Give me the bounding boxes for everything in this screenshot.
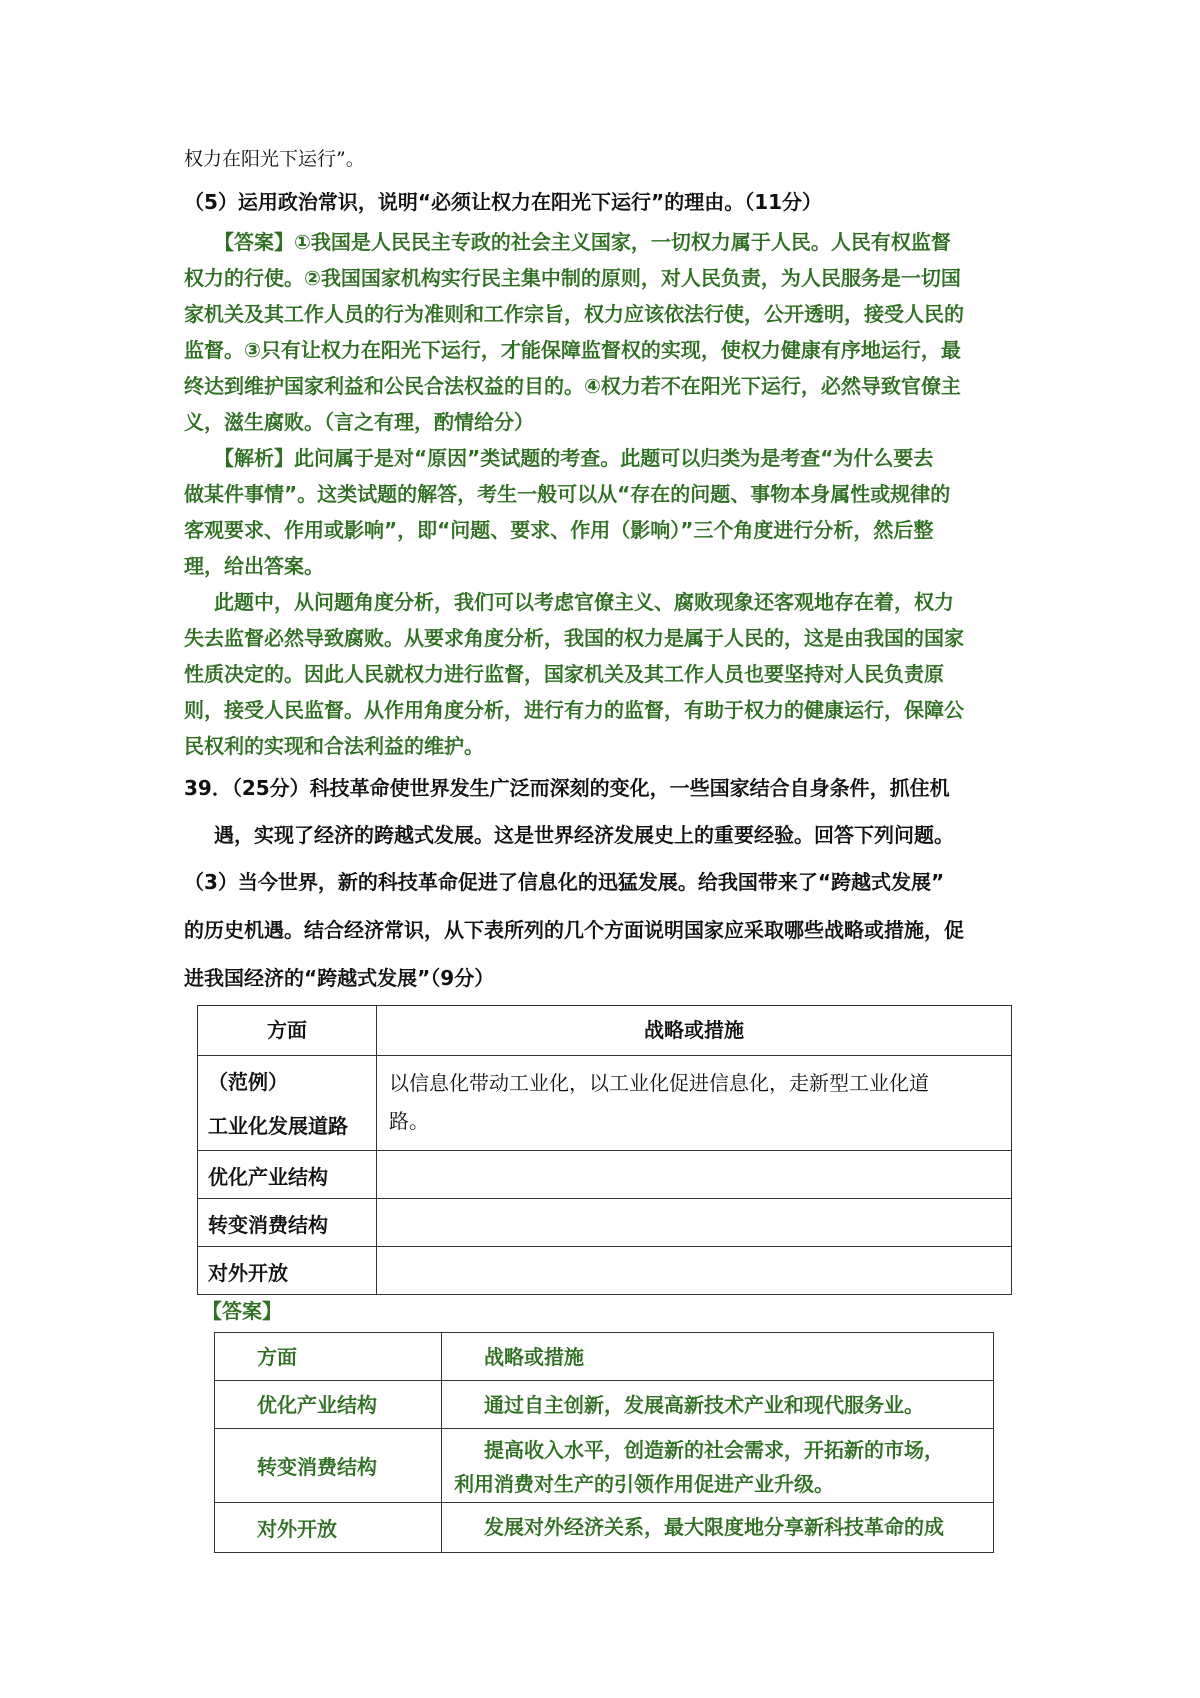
table-row <box>198 1199 1012 1247</box>
table-header-row <box>198 1006 1012 1056</box>
header-aspect: 方面 <box>198 1006 377 1056</box>
example-value-2: 路。 <box>389 1109 429 1133</box>
table-row <box>215 1429 994 1503</box>
row-label: 优化产业结构 <box>215 1381 442 1429</box>
answer-line: 【答案】①我国是人民民主专政的社会主义国家，一切权力属于人民。人民有权监督 <box>214 230 951 254</box>
analysis-line: 失去监督必然导致腐败。从要求角度分析，我国的权力是属于人民的，这是由我国的国家 <box>184 626 964 650</box>
question-3-line: 的历史机遇。结合经济常识，从下表所列的几个方面说明国家应采取哪些战略或措施，促 <box>184 918 964 942</box>
example-label <box>198 1056 377 1151</box>
top-fragment: 权力在阳光下运行”。 <box>184 148 365 170</box>
header-measures: 战略或措施 <box>442 1333 994 1381</box>
row-label: 转变消费结构 <box>198 1199 377 1247</box>
example-label-2: 工业化发展道路 <box>208 1114 348 1138</box>
analysis-line: 理，给出答案。 <box>184 554 324 578</box>
answer-line: 义，滋生腐败。（言之有理，酌情给分） <box>184 410 534 434</box>
analysis-line: 性质决定的。因此人民就权力进行监督，国家机关及其工作人员也要坚持对人民负责原 <box>184 662 944 686</box>
row-value: 发展对外经济关系，最大限度地分享新科技革命的成 <box>442 1503 994 1553</box>
answer-line: 监督。③只有让权力在阳光下运行，才能保障监督权的实现，使权力健康有序地运行，最 <box>184 338 961 362</box>
answer-label: 【答案】 <box>202 1299 282 1323</box>
row-label: 优化产业结构 <box>198 1151 377 1199</box>
row-label: 对外开放 <box>198 1247 377 1295</box>
row-value-line: 利用消费对生产的引领作用促进产业升级。 <box>454 1472 834 1496</box>
table-row <box>215 1381 994 1429</box>
table-row <box>215 1503 994 1553</box>
table-row <box>198 1056 1012 1151</box>
answer-cell-empty[interactable] <box>377 1151 1012 1199</box>
header-aspect: 方面 <box>215 1333 442 1381</box>
row-value: 通过自主创新，发展高新技术产业和现代服务业。 <box>442 1381 994 1429</box>
analysis-line: 此题中，从问题角度分析，我们可以考虑官僚主义、腐败现象还客观地存在着，权力 <box>214 590 954 614</box>
analysis-line: 民权利的实现和合法利益的维护。 <box>184 734 484 758</box>
question-39-line: 39．（25分）科技革命使世界发生广泛而深刻的变化，一些国家结合自身条件，抓住机 <box>184 776 950 800</box>
question-3-line: 进我国经济的“跨越式发展”（9分） <box>184 966 495 990</box>
example-value-1: 以信息化带动工业化，以工业化促进信息化，走新型工业化道 <box>389 1071 929 1095</box>
question-table <box>197 1005 1012 1295</box>
example-label-1: （范例） <box>208 1070 288 1094</box>
analysis-line: 做某件事情”。这类试题的解答，考生一般可以从“存在的问题、事物本身属性或规律的 <box>184 482 951 506</box>
analysis-line: 客观要求、作用或影响”，即“问题、要求、作用（影响）”三个角度进行分析，然后整 <box>184 518 934 542</box>
answer-line: 终达到维护国家利益和公民合法权益的目的。④权力若不在阳光下运行，必然导致官僚主 <box>184 374 961 398</box>
row-value <box>442 1429 994 1503</box>
example-value <box>377 1056 1012 1151</box>
table-row <box>198 1151 1012 1199</box>
row-label: 对外开放 <box>215 1503 442 1553</box>
answer-cell-empty[interactable] <box>377 1199 1012 1247</box>
answer-table <box>214 1332 994 1553</box>
question-39-line: 遇，实现了经济的跨越式发展。这是世界经济发展史上的重要经验。回答下列问题。 <box>214 823 954 847</box>
table-row <box>198 1247 1012 1295</box>
table-header-row <box>215 1333 994 1381</box>
row-label: 转变消费结构 <box>215 1429 442 1503</box>
answer-line: 家机关及其工作人员的行为准则和工作宗旨，权力应该依法行使，公开透明，接受人民的 <box>184 302 964 326</box>
answer-cell-empty[interactable] <box>377 1247 1012 1295</box>
analysis-line: 则，接受人民监督。从作用角度分析，进行有力的监督，有助于权力的健康运行，保障公 <box>184 698 964 722</box>
answer-line: 权力的行使。②我国国家机构实行民主集中制的原则，对人民负责，为人民服务是一切国 <box>184 266 961 290</box>
question-3-line: （3）当今世界，新的科技革命促进了信息化的迅猛发展。给我国带来了“跨越式发展” <box>184 870 945 894</box>
row-value-line: 提高收入水平，创造新的社会需求，开拓新的市场， <box>484 1438 944 1462</box>
question-5: （5）运用政治常识，说明“必须让权力在阳光下运行”的理由。（11分） <box>184 190 823 214</box>
analysis-line: 【解析】此问属于是对“原因”类试题的考查。此题可以归类为是考查“为什么要去 <box>214 446 934 470</box>
header-measures: 战略或措施 <box>377 1006 1012 1056</box>
